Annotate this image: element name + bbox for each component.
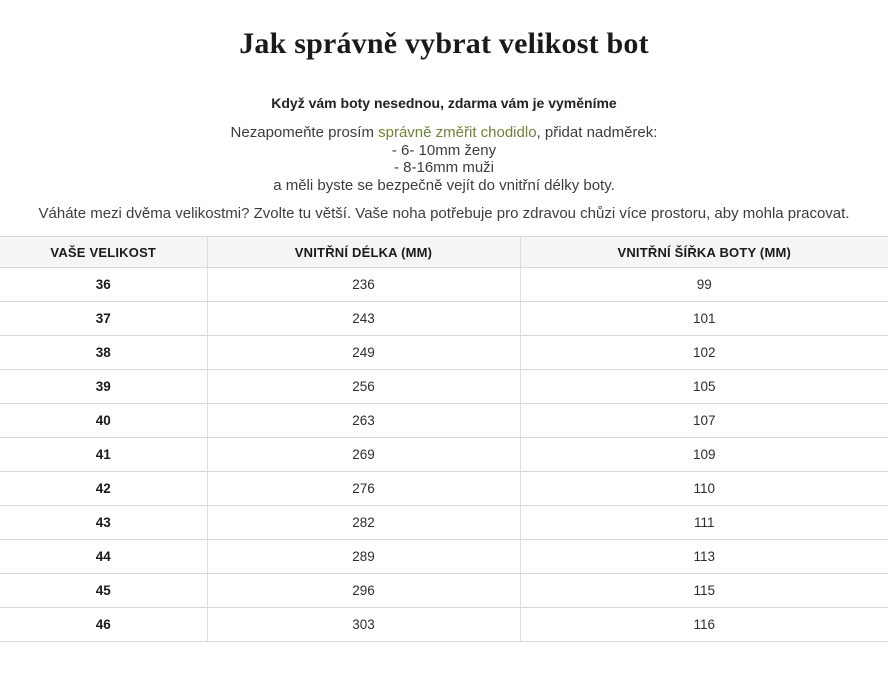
header-inner-length: VNITŘNÍ DÉLKA (MM) (207, 237, 520, 268)
size-table-body (0, 268, 888, 642)
width-cell: 109 (520, 438, 888, 472)
width-cell: 116 (520, 608, 888, 642)
instruction-before-link: Nezapomeňte prosím (230, 124, 379, 141)
width-cell: 113 (520, 540, 888, 574)
length-cell: 263 (207, 404, 520, 438)
size-table (0, 236, 888, 642)
size-cell: 42 (0, 472, 207, 506)
length-cell: 296 (207, 574, 520, 608)
header-inner-width: VNITŘNÍ ŠÍŘKA BOTY (MM) (520, 237, 888, 268)
size-cell: 39 (0, 370, 207, 404)
length-cell: 303 (207, 608, 520, 642)
width-cell: 110 (520, 472, 888, 506)
measure-foot-link[interactable]: správně změřit chodidlo (378, 124, 537, 141)
width-cell: 115 (520, 574, 888, 608)
size-cell: 38 (0, 336, 207, 370)
length-cell: 282 (207, 506, 520, 540)
table-row (0, 540, 888, 574)
table-row (0, 336, 888, 370)
table-row (0, 438, 888, 472)
table-row (0, 574, 888, 608)
size-cell: 43 (0, 506, 207, 540)
size-cell: 37 (0, 302, 207, 336)
width-cell: 105 (520, 370, 888, 404)
size-cell: 44 (0, 540, 207, 574)
table-row (0, 302, 888, 336)
length-cell: 289 (207, 540, 520, 574)
width-cell: 111 (520, 506, 888, 540)
table-row (0, 404, 888, 438)
width-cell: 101 (520, 302, 888, 336)
size-cell: 40 (0, 404, 207, 438)
size-advice: Váháte mezi dvěma velikostmi? Zvolte tu větší. Vaše noha potřebuje pro zdravou chůzi více prostoru, aby mohla pracovat. (38, 205, 850, 222)
free-exchange-note: Když vám boty nesednou, zdarma vám je vyměníme (271, 95, 617, 111)
length-cell: 236 (207, 268, 520, 302)
table-row (0, 608, 888, 642)
header-your-size: VAŠE VELIKOST (0, 237, 207, 268)
width-cell: 102 (520, 336, 888, 370)
table-row (0, 506, 888, 540)
width-cell: 99 (520, 268, 888, 302)
table-row (0, 472, 888, 506)
table-row (0, 268, 888, 302)
width-cell: 107 (520, 404, 888, 438)
length-cell: 256 (207, 370, 520, 404)
allowance-men: - 8-16mm muži (393, 159, 494, 176)
size-cell: 41 (0, 438, 207, 472)
length-cell: 276 (207, 472, 520, 506)
instruction-line (0, 124, 888, 142)
table-row (0, 370, 888, 404)
fit-note: a měli byste se bezpečně vejít do vnitřní délky boty. (273, 176, 615, 194)
page-title: Jak správně vybrat velikost bot (239, 27, 649, 60)
instruction-after-link: , přidat nadměrek: (536, 124, 658, 141)
size-cell: 36 (0, 268, 207, 302)
length-cell: 249 (207, 336, 520, 370)
size-table-header (0, 237, 888, 268)
size-cell: 45 (0, 574, 207, 608)
size-cell: 46 (0, 608, 207, 642)
length-cell: 243 (207, 302, 520, 336)
measuring-instructions (0, 124, 888, 194)
allowance-women: - 6- 10mm ženy (391, 141, 497, 159)
length-cell: 269 (207, 438, 520, 472)
